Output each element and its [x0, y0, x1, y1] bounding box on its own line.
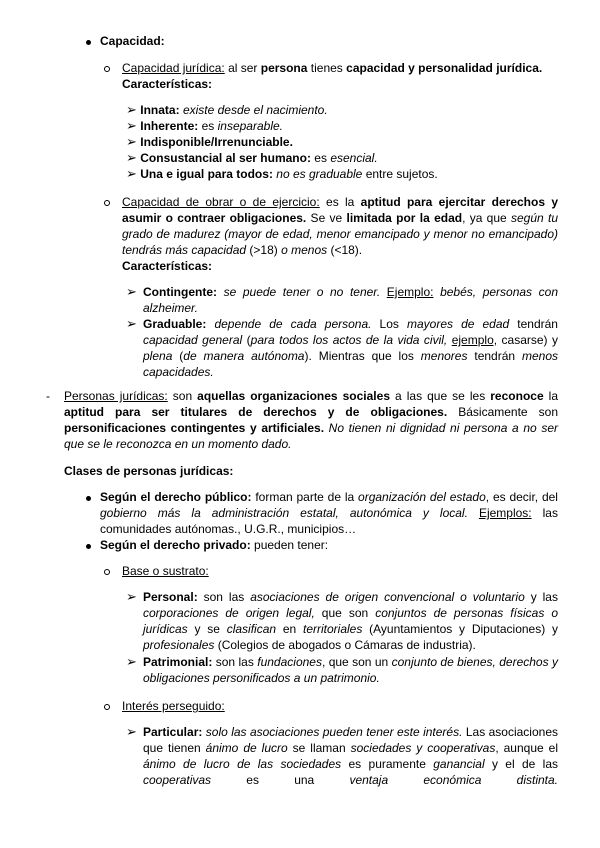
list-item: ➢ Una e igual para todos: no es graduable entre sujetos.	[126, 166, 438, 181]
bullet-circle	[104, 200, 110, 206]
contingente-item: Contingente: se puede tener o no tener. Ejemplo: bebés, personas con alzheimer.	[143, 285, 558, 315]
graduable-item: Graduable: depende de cada persona. Los mayores de edad tendrán capacidad general (para todos los actos de la vida civil, ejemplo, casarse) y plena (de manera autónoma). Mientras que los menores tendrán menos capacidades.	[143, 317, 558, 379]
caracteristicas-list	[126, 102, 566, 182]
bullet-disc	[86, 496, 91, 501]
capacidad-heading: Capacidad:	[100, 34, 165, 48]
clases-heading: Clases de personas jurídicas:	[64, 464, 234, 478]
capacidad-juridica-paragraph: Capacidad jurídica: al ser persona tienes capacidad y personalidad jurídica. Características:	[122, 61, 543, 91]
patrimonial-item: Patrimonial: son las fundaciones, que son un conjunto de bienes, derechos y obligaciones personificados a un patrimonio.	[143, 655, 558, 685]
particular-item: Particular: solo las asociaciones pueden tener este interés. Las asociaciones que tienen ánimo de lucro se llaman sociedades y cooperativas, aunque el ánimo de lucro de las sociedades es puramente ganancial y el de las cooperativas es una ventaja económica distinta.	[143, 725, 559, 787]
list-item: ➢ Inherente: es inseparable.	[126, 118, 283, 133]
personal-item: Personal: son las asociaciones de origen convencional o voluntario y las corporaciones de origen legal, que son conjuntos de personas físicas o jurídicas y se clasifican en territoriales (Ayuntamientos y Diputaciones) y profesionales (Colegios de abogados o Cámaras de industria).	[143, 590, 558, 652]
arrow-bullet: ➢	[126, 316, 137, 331]
bullet-disc	[86, 40, 91, 45]
dash-bullet: -	[46, 389, 50, 403]
caracteristicas-heading: Características:	[122, 259, 213, 273]
arrow-bullet: ➢	[126, 589, 137, 604]
derecho-publico-paragraph: Según el derecho público: forman parte de la organización del estado, es decir, del gobierno más la administración estatal, autonómica y local. Ejemplos: las comunidades autónomas., U.G.R., municipios…	[100, 490, 558, 536]
list-item: ➢ Indisponible/Irrenunciable.	[126, 134, 293, 149]
capacidad-obrar-paragraph: Capacidad de obrar o de ejercicio: es la aptitud para ejercitar derechos y asumir o contraer obligaciones. Se ve limitada por la edad, ya que según tu grado de madurez (mayor de edad, menor emancipado y menor no emancipado) tendrás más capacidad (>18) o menos (<18).	[122, 195, 559, 257]
bullet-circle	[104, 569, 110, 575]
arrow-bullet: ➢	[126, 724, 137, 739]
base-sustrato-label: Base o sustrato:	[122, 564, 209, 578]
list-item: ➢ Consustancial al ser humano: es esencial.	[126, 150, 378, 165]
bullet-circle	[104, 704, 110, 710]
bullet-disc	[86, 544, 91, 549]
personas-juridicas-paragraph: Personas jurídicas: son aquellas organizaciones sociales a las que se les reconoce la aptitud para ser titulares de derechos y de obligaciones. Básicamente son personificaciones contingentes y artificiales. No tienen ni dignidad ni persona a no ser que se le reconozca en un momento dado.	[64, 389, 558, 451]
list-item: ➢ Innata: existe desde el nacimiento.	[126, 102, 328, 117]
derecho-privado-line: Según el derecho privado: pueden tener:	[100, 538, 329, 552]
bullet-circle	[104, 66, 110, 72]
arrow-bullet: ➢	[126, 284, 137, 299]
arrow-bullet: ➢	[126, 654, 137, 669]
interes-perseguido-label: Interés perseguido:	[122, 699, 225, 713]
